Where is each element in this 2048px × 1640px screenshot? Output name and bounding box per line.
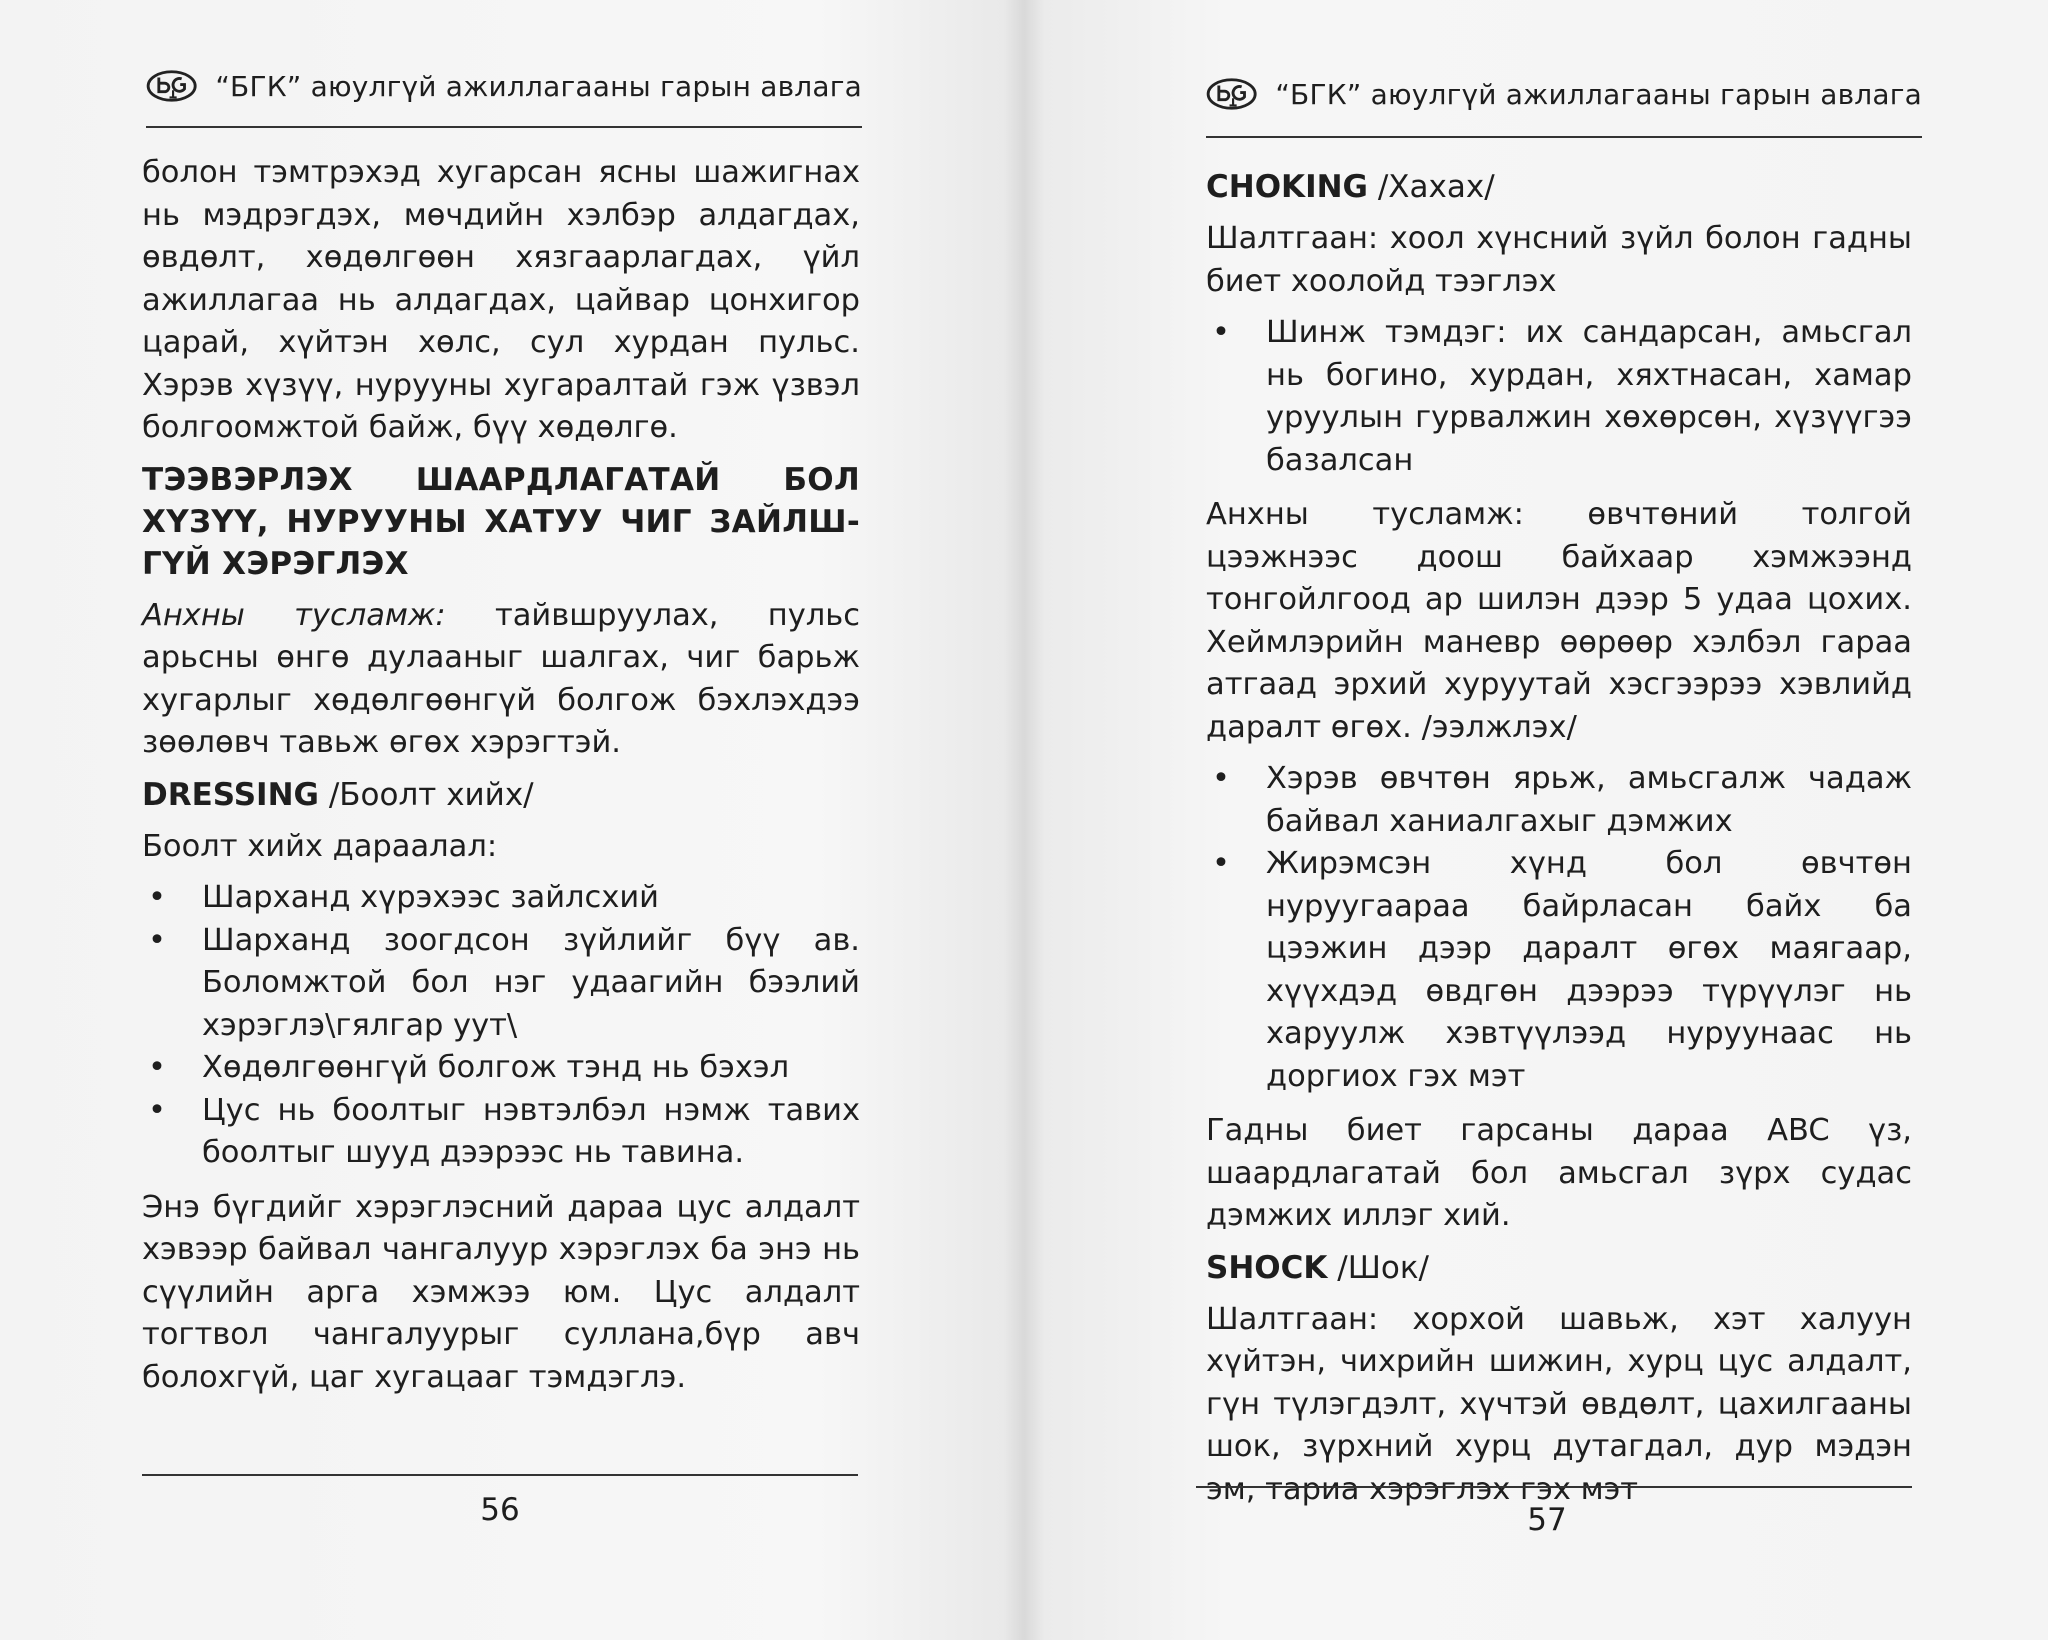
- page-content: [142, 152, 860, 1408]
- bullet-list: [1206, 312, 1912, 482]
- page-number: 57: [1527, 1502, 1567, 1538]
- header-divider: [1206, 136, 1922, 138]
- paragraph: Энэ бүгдийг хэрэглэсний дараа цус алдалт хэвээр байвал чангалуур хэрэглэх ба энэ нь сүүлийн арга хэмжээ юм. Цус алдалт тогтвол чангалуурыг суллана,бүр авч болохгүй, цаг хугацааг тэмдэглэ.: [142, 1189, 860, 1395]
- section-title-mn: /Боолт хийх/: [318, 776, 534, 813]
- section-title-en: DRESSING: [142, 776, 319, 813]
- paragraph: болон тэмтрэхэд хугарсан ясны шажигнах нь мэдрэгдэх, мөчдийн хэлбэр алдагдах, өвдөлт, хөдөлгөөн хязгаарлагдах, үйл ажиллагаа нь алдагдах, цайвар цонхигор царай, хүйтэн хөлс, сул хурдан пульс. Хэрэв хүзүү, нурууны хугаралтай гэж үзвэл болгоомжтой байж, бүү хөдөлгө.: [142, 155, 860, 445]
- section-title-en: SHOCK: [1206, 1249, 1328, 1286]
- bgk-logo-icon: [1206, 70, 1257, 118]
- list-item: • Шарханд хүрэхээс зайлсхий: [142, 877, 860, 920]
- section-title-mn: /Хахах/: [1368, 169, 1495, 205]
- header-title: “БГК” аюулгүй ажиллагааны гарын авлага: [1275, 77, 1922, 111]
- bgk-logo-icon: [146, 62, 197, 110]
- bullet-list: [1206, 758, 1912, 1098]
- section-title-choking: [1206, 166, 1912, 208]
- cause-paragraph: Шалтгаан: хоол хүнсний зүйл болон гадны биет хоолойд тээглэх: [1206, 221, 1912, 299]
- list-item: • Шарханд зоогдсон зүйлийг бүү ав. Боломжтой бол нэг удаагийн бээлий хэрэглэ\гялгар уут\: [142, 920, 860, 1048]
- page-number: 56: [480, 1492, 520, 1528]
- bullet-list: [142, 877, 860, 1175]
- left-page: [0, 0, 1020, 1640]
- header-title: “БГК” аюулгүй ажиллагааны гарын авлага: [215, 69, 862, 103]
- first-aid-paragraph: [142, 595, 860, 765]
- list-item: • Шинж тэмдэг: их сандарсан, амьсгал нь богино, хурдан, хяхтнасан, хамар уруулын гурвалжин хөхөрсөн, хүзүүгээ базалсан: [1206, 312, 1912, 482]
- list-item: • Хөдөлгөөнгүй болгож тэнд нь бэхэл: [142, 1047, 860, 1090]
- section-heading: ТЭЭВЭРЛЭХ ШААРДЛАГАТАЙ БОЛ ХҮЗҮҮ, НУРУУНЫ ХАТУУ ЧИГ ЗАЙЛШ- ГҮЙ ХЭРЭГЛЭХ: [142, 461, 860, 582]
- section-title-en: CHOKING: [1206, 169, 1368, 205]
- page-header: [146, 62, 862, 110]
- cause-paragraph: Шалтгаан: хорхой шавьж, хэт халуун хүйтэн, чихрийн шижин, хурц цус алдалт, гүн түлэгдэлт, хүчтэй өвдөлт, цахилгааны шок, зүрхний хурц дутагдал, дур мэдэн эм, тариа хэрэглэх гэх мэт: [1206, 1301, 1912, 1507]
- footer-divider: [1196, 1486, 1912, 1488]
- first-aid-label: Анхны тусламж:: [142, 597, 446, 633]
- page-header: [1206, 70, 1922, 118]
- section-title-dressing: [142, 774, 860, 816]
- list-item: • Хэрэв өвчтөн ярьж, амьсгалж чадаж байвал ханиалгахыг дэмжих: [1206, 758, 1912, 843]
- right-page: [1028, 0, 2048, 1640]
- section-title-shock: [1206, 1247, 1912, 1289]
- section-title-mn: /Шок/: [1327, 1249, 1429, 1286]
- first-aid-text: тайвшруулах, пульс арьсны өнгө дулааныг шалгах, чиг барьж хугарлыг хөдөлгөөнгүй болгож бэхлэхдээ зөөлөвч тавьж өгөх хэрэгтэй.: [142, 597, 860, 760]
- sequence-label: Боолт хийх дараалал:: [142, 828, 498, 864]
- paragraph: Гадны биет гарсаны дараа ABC үз, шаардлагатай бол амьсгал зүрх судас дэмжих иллэг хий.: [1206, 1113, 1912, 1233]
- list-item: • Жирэмсэн хүнд бол өвчтөн нуруугаараа байрласан байх ба цээжин дээр даралт өгөх маягаар, хүүхдэд өвдгөн дээрээ түрүүлэг нь харуулж хэвтүүлээд нуруунаас нь доргиох гэх мэт: [1206, 843, 1912, 1098]
- page-content: [1206, 162, 1912, 1520]
- footer-divider: [142, 1474, 858, 1476]
- list-item: • Цус нь боолтыг нэвтэлбэл нэмж тавих боолтыг шууд дээрээс нь тавина.: [142, 1090, 860, 1175]
- header-divider: [146, 126, 862, 128]
- first-aid-paragraph: Анхны тусламж: өвчтөний толгой цээжнээс доош байхаар хэмжээнд тонгойлгоод ар шилэн дээр 5 удаа цохих. Хеймлэрийн маневр өөрөөр хэлбэл гараа атгаад эрхий хуруутай хэсгээрээ хэвлийд даралт өгөх. /ээлжлэх/: [1206, 497, 1912, 745]
